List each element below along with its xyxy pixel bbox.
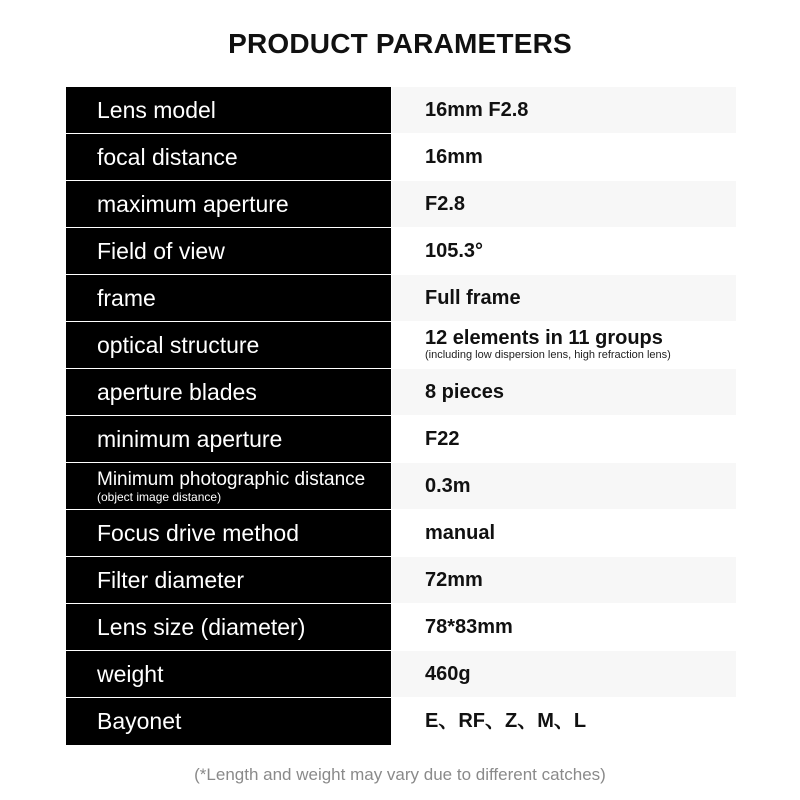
row-value — [392, 604, 736, 650]
row-label — [66, 416, 391, 462]
row-value — [392, 228, 736, 274]
row-label — [66, 87, 391, 133]
value-text: 72mm — [425, 568, 483, 591]
table-row — [66, 557, 736, 604]
value-text: 12 elements in 11 groups — [425, 327, 663, 350]
table-row — [66, 463, 736, 510]
label-text: optical structure — [97, 331, 260, 358]
row-value — [392, 181, 736, 227]
table-row — [66, 510, 736, 557]
label-text: Lens model — [97, 96, 216, 123]
table-row — [66, 698, 736, 745]
row-value — [392, 134, 736, 180]
table-row — [66, 322, 736, 369]
label-text: aperture blades — [97, 378, 257, 405]
row-value — [392, 510, 736, 556]
row-label — [66, 510, 391, 556]
value-note: (including low dispersion lens, high refraction lens) — [425, 349, 671, 362]
row-label — [66, 463, 391, 509]
label-text: Bayonet — [97, 708, 182, 734]
label-text: Focus drive method — [97, 519, 299, 546]
row-value — [392, 698, 736, 745]
row-value — [392, 369, 736, 415]
value-text: 16mm — [425, 145, 483, 168]
row-label — [66, 604, 391, 650]
value-text: 0.3m — [425, 474, 471, 497]
value-text: F2.8 — [425, 192, 466, 215]
row-value — [392, 463, 736, 509]
label-note: (object image distance) — [97, 489, 222, 504]
table-row — [66, 134, 736, 181]
value-text: 460g — [425, 662, 471, 685]
value-text: 8 pieces — [425, 380, 504, 403]
table-row — [66, 275, 736, 322]
label-text: maximum aperture — [97, 190, 289, 217]
label-text: Minimum photographic distance — [97, 468, 366, 490]
row-value — [392, 416, 736, 462]
row-label — [66, 698, 391, 745]
row-value — [392, 322, 736, 368]
table-row — [66, 416, 736, 463]
row-label — [66, 651, 391, 697]
table-row — [66, 87, 736, 134]
label-text: Filter diameter — [97, 566, 244, 593]
label-text: Lens size (diameter) — [97, 613, 306, 640]
value-text: 78*83mm — [425, 615, 513, 638]
page-title: PRODUCT PARAMETERS — [228, 28, 572, 59]
label-text: frame — [97, 284, 156, 311]
row-label — [66, 322, 391, 368]
row-label — [66, 134, 391, 180]
value-text: 105.3° — [425, 239, 484, 262]
label-text: minimum aperture — [97, 425, 283, 452]
row-label — [66, 181, 391, 227]
row-value — [392, 275, 736, 321]
value-text: F22 — [425, 427, 460, 450]
table-row — [66, 369, 736, 416]
table-row — [66, 651, 736, 698]
label-text: focal distance — [97, 143, 238, 170]
value-text: 16mm F2.8 — [425, 98, 529, 121]
row-value — [392, 557, 736, 603]
row-label — [66, 557, 391, 603]
value-text: Full frame — [425, 286, 521, 309]
table-row — [66, 181, 736, 228]
table-row — [66, 228, 736, 275]
row-value — [392, 651, 736, 697]
label-text: Field of view — [97, 237, 225, 264]
footnote: (*Length and weight may vary due to different catches) — [194, 765, 606, 784]
value-text: E、RF、Z、M、L — [425, 710, 587, 732]
row-label — [66, 275, 391, 321]
row-label — [66, 228, 391, 274]
row-label — [66, 369, 391, 415]
label-text: weight — [97, 660, 164, 687]
row-value — [392, 87, 736, 133]
table-row — [66, 604, 736, 651]
value-text: manual — [425, 521, 496, 544]
parameters-table — [66, 87, 736, 745]
